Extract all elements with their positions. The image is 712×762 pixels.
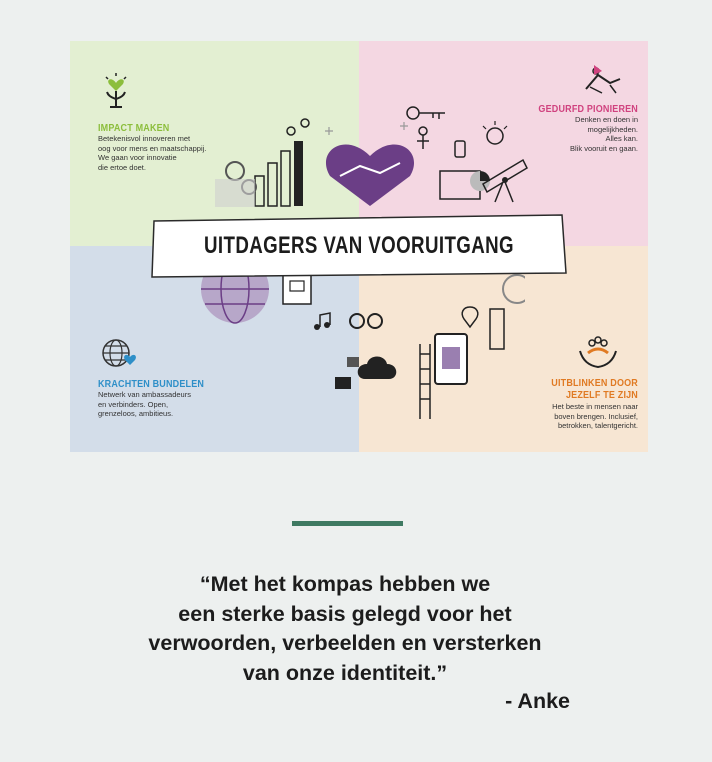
section-forces-title: KRACHTEN BUNDELEN [98,379,205,390]
title-banner [150,213,568,279]
globe-heart-icon [100,337,140,373]
poster-title: UITDAGERS VAN VOORUITGANG [204,232,514,259]
climber-flag-icon [580,63,624,101]
hands-people-icon [576,333,620,373]
heart-plant-icon [98,69,134,113]
section-pioneers-title: GEDURFD PIONIEREN [538,104,638,115]
section-excel-title: UITBLINKEN DOOR JEZELF TE ZIJN [551,378,638,401]
innovation-illustration-bottom [195,269,525,419]
section-impact [98,123,238,172]
telescope-icon [475,146,535,206]
section-excel-text: Het beste in mensen naar boven brengen. Inclusief, betrokken, talentgericht. [552,402,638,430]
section-impact-title: IMPACT MAKEN [98,123,170,134]
section-forces [98,379,238,419]
section-excel [478,378,638,431]
quote-author: - Anke [505,689,570,713]
section-pioneers [478,104,638,153]
section-impact-text: Betekenisvol innoveren met oog voor mens en maatschappij. We gaan voor innovatie die ertoe doet. [98,134,207,172]
divider [292,521,403,526]
compass-poster [70,41,648,452]
testimonial-quote: “Met het kompas hebben we een sterke basis gelegd voor het verwoorden, verbeelden en versterken van onze identiteit.” [148,572,542,685]
section-forces-text: Netwerk van ambassadeurs en verbinders. Open, grenzeloos, ambitieus. [98,390,191,418]
section-pioneers-text: Denken en doen in mogelijkheden. Alles kan. Blik vooruit en gaan. [570,115,638,153]
